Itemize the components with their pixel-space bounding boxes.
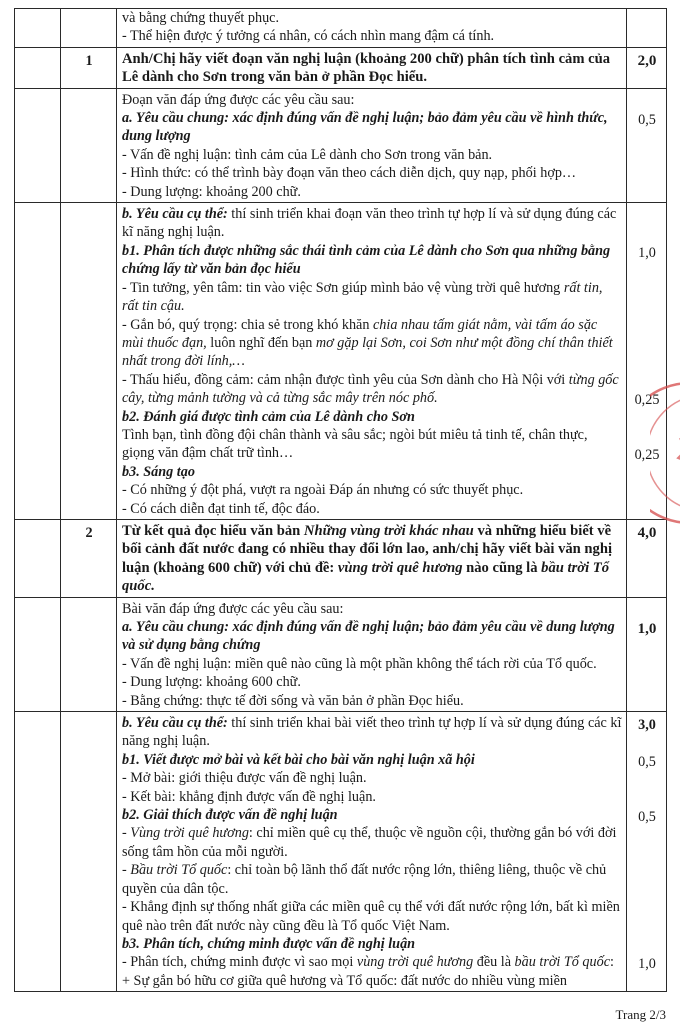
- text-line: - Vùng trời quê hương: chỉ miền quê cụ thể, thuộc về nguồn cội, thường gắn bó với đời sống tâm hồn của mỗi người.: [122, 825, 617, 860]
- cell-question: [61, 597, 117, 711]
- text-line: - Thể hiện được ý tưởng cá nhân, có cách nhìn mang đậm cá tính.: [122, 28, 495, 45]
- cell-question: [61, 712, 117, 992]
- text-line: Đoạn văn đáp ứng được các yêu cầu sau:: [122, 91, 355, 108]
- cell-question: [61, 9, 117, 48]
- text-line: - Mở bài: giới thiệu được vấn đề nghị luận.: [122, 770, 367, 787]
- question-number: 2: [61, 519, 117, 597]
- question-score: 4,0: [627, 519, 667, 597]
- criteria-heading: [122, 109, 622, 146]
- text-line: - Dung lượng: khoảng 600 chữ.: [122, 674, 301, 691]
- question-score: 2,0: [627, 47, 667, 88]
- criteria-heading: b3. Sáng tạo: [122, 463, 195, 480]
- criteria-heading: b2. Giải thích được vấn đề nghị luận: [122, 807, 338, 824]
- score-value: 0,5: [638, 112, 656, 129]
- text-line: - Có cách diễn đạt tinh tế, độc đáo.: [122, 500, 320, 517]
- cell-content: [117, 712, 627, 992]
- criteria-label: b. Yêu cầu cụ thể:: [122, 206, 228, 223]
- criteria-desc: xác định đúng vấn đề nghị luận; bảo đảm yêu cầu về hình thức, dung lượng: [122, 110, 608, 145]
- text-line: - Khẳng định sự thống nhất giữa các miền quê cụ thể với đất nước rộng lớn, bất kì miền quê nào trên đất nước này cũng đều là Tổ quốc Việt Nam.: [122, 899, 620, 934]
- criteria-heading: b1. Phân tích được những sắc thái tình cảm của Lê dành cho Sơn qua những bằng chứng lấy từ văn bản đọc hiểu: [122, 242, 611, 278]
- cell-content: [117, 203, 627, 520]
- cell-part: [15, 712, 61, 992]
- criteria-desc: xác định đúng vấn đề nghị luận; bảo đảm yêu cầu về dung lượng và sử dụng bằng chứng: [122, 619, 615, 654]
- question-text: Anh/Chị hãy viết đoạn văn nghị luận (khoảng 200 chữ) phân tích tình cảm của Lê dành cho Sơn trong văn bản ở phần Đọc hiểu.: [117, 47, 627, 88]
- cell-question: [61, 88, 117, 202]
- cell-content: [117, 597, 627, 711]
- text-line: - Tin tưởng, yên tâm: tin vào việc Sơn giúp mình bảo vệ vùng trời quê hương rất tin, rất tin cậu.: [122, 279, 603, 315]
- cell-score: [627, 712, 667, 992]
- red-seal-stamp: [650, 378, 680, 528]
- criteria-label: a. Yêu cầu chung:: [122, 619, 229, 635]
- criteria-label: b. Yêu cầu cụ thể:: [122, 715, 228, 732]
- text-line: - Hình thức: có thể trình bày đoạn văn theo cách diễn dịch, quy nạp, phối hợp…: [122, 165, 577, 182]
- row-q2-specific: [15, 712, 667, 992]
- text-line: - Kết bài: khẳng định được vấn đề nghị luận.: [122, 788, 376, 805]
- cell-part: [15, 9, 61, 48]
- cell-score: [627, 9, 667, 48]
- text-line: + Sự gắn bó hữu cơ giữa quê hương và Tổ quốc: đất nước do nhiều vùng miền: [122, 972, 567, 989]
- cell-part: [15, 203, 61, 520]
- score-value: 0,5: [638, 808, 656, 825]
- criteria-heading: [122, 618, 622, 655]
- score-value: 1,0: [638, 244, 656, 261]
- cell-part: [15, 47, 61, 88]
- row-question-2: [15, 519, 667, 597]
- criteria-heading: b1. Viết được mở bài và kết bài cho bài văn nghị luận xã hội: [122, 751, 475, 768]
- row-q2-general: [15, 597, 667, 711]
- question-text: Từ kết quả đọc hiểu văn bản Những vùng trời khác nhau và những hiểu biết về bối cảnh đất nước đang có nhiều thay đổi lớn lao, anh/chị hãy viết bài văn nghị luận (khoảng 600 chữ) với chủ đề: vùng trời quê hương nào cũng là bầu trời Tổ quốc.: [117, 519, 627, 597]
- cell-question: [61, 203, 117, 520]
- criteria-heading: b3. Phân tích, chứng minh được vấn đề nghị luận: [122, 935, 416, 952]
- cell-part: [15, 88, 61, 202]
- text-line: - Phân tích, chứng minh được vì sao mọi vùng trời quê hương đều là bầu trời Tổ quốc:: [122, 954, 614, 971]
- text-line: - Bầu trời Tổ quốc: chỉ toàn bộ lãnh thổ đất nước rộng lớn, thiêng liêng, thuộc về chủ quyền của dân tộc.: [122, 862, 607, 897]
- criteria-desc: thí sinh triển khai đoạn văn theo trình tự hợp lí và sử dụng đúng các kĩ năng nghị luận.: [122, 206, 617, 241]
- criteria-desc: thí sinh triển khai bài viết theo trình tự hợp lí và sử dụng đúng các kĩ năng nghị luận.: [122, 715, 622, 750]
- cell-content: [117, 9, 627, 48]
- row-q1-specific: [15, 203, 667, 520]
- score-value: 3,0: [638, 717, 656, 734]
- page-number: Trang 2/3: [615, 1007, 666, 1022]
- cell-content: [117, 88, 627, 202]
- question-number: 1: [61, 47, 117, 88]
- answer-key-table: [14, 8, 667, 992]
- text-line: - Dung lượng: khoảng 200 chữ.: [122, 183, 301, 200]
- criteria-label: a. Yêu cầu chung:: [122, 110, 229, 127]
- score-value: 1,0: [638, 956, 656, 973]
- cell-score: [627, 597, 667, 711]
- text-line: - Vấn đề nghị luận: tình cảm của Lê dành cho Sơn trong văn bản.: [122, 146, 493, 163]
- score-value: 0,25: [634, 391, 660, 408]
- text-line: và bằng chứng thuyết phục.: [122, 10, 280, 26]
- text-line: Bài văn đáp ứng được các yêu cầu sau:: [122, 600, 344, 617]
- text-line: - Bằng chứng: thực tế đời sống và văn bản ở phần Đọc hiểu.: [122, 692, 464, 709]
- row-q1-general: [15, 88, 667, 202]
- score-value: 0,5: [638, 753, 656, 770]
- text-line: - Thấu hiểu, đồng cảm: cảm nhận được tình yêu của Sơn dành cho Hà Nội với từng gốc cây, từng mảnh tường và cả từng sắc mây trên nóc phố.: [122, 371, 619, 407]
- score-value: 0,25: [634, 447, 660, 464]
- criteria-heading: b2. Đánh giá được tình cảm của Lê dành cho Sơn: [122, 408, 415, 425]
- text-line: - Vấn đề nghị luận: miền quê nào cũng là một phần không thể tách rời của Tổ quốc.: [122, 655, 597, 672]
- text-line: Tình bạn, tình đồng đội chân thành và sâu sắc; ngòi bút miêu tả tinh tế, chân thực, giọng văn đậm chất trữ tình…: [122, 426, 588, 462]
- cell-part: [15, 519, 61, 597]
- row-continuation: [15, 9, 667, 48]
- row-question-1: [15, 47, 667, 88]
- cell-score: [627, 88, 667, 202]
- score-value: 1,0: [637, 620, 657, 637]
- text-line: - Gắn bó, quý trọng: chia sẻ trong khó khăn chia nhau tấm giát nằm, vài tấm áo sặc mùi thuốc đạn, luôn nghĩ đến bạn mơ gặp lại Sơn, coi Sơn như một đồng chí thân thiết nhất trong đời lính,…: [122, 316, 613, 370]
- cell-part: [15, 597, 61, 711]
- text-line: - Có những ý đột phá, vượt ra ngoài Đáp án nhưng có sức thuyết phục.: [122, 482, 524, 499]
